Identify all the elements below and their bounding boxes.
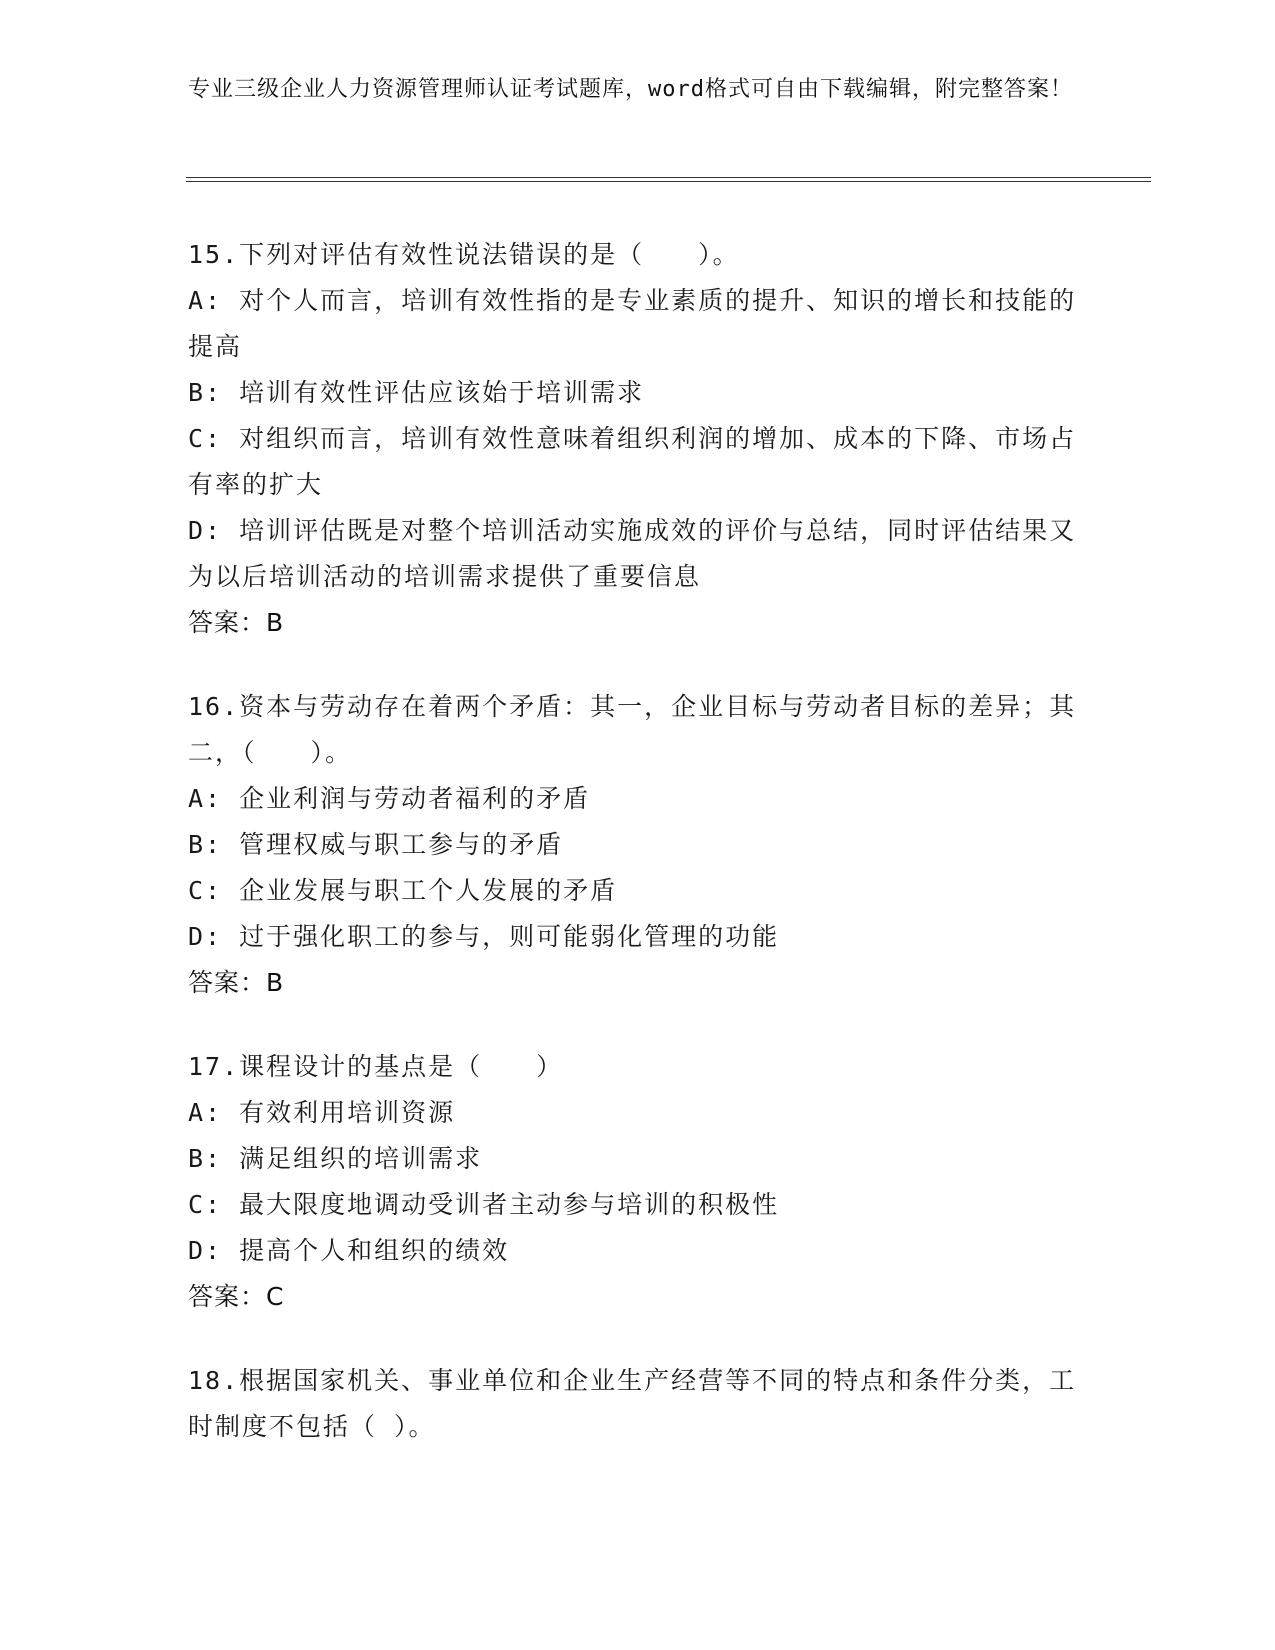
question-list [188, 232, 1088, 1488]
option-a: A: 有效利用培训资源 [188, 1098, 456, 1127]
question-stem: 17.课程设计的基点是（ ） [188, 1052, 564, 1081]
option-c: C: 对组织而言，培训有效性意味着组织利润的增加、成本的下降、市场占有率的扩大 [188, 424, 1077, 499]
answer-line: 答案：C [188, 1282, 285, 1311]
option-d: D: 培训评估既是对整个培训活动实施成效的评价与总结，同时评估结果又为以后培训活动的培训需求提供了重要信息 [188, 516, 1077, 591]
option-b: B: 管理权威与职工参与的矛盾 [188, 830, 564, 859]
question-item [188, 684, 1088, 1006]
question-item [188, 1044, 1088, 1320]
option-b: B: 满足组织的培训需求 [188, 1144, 483, 1173]
option-d: D: 提高个人和组织的绩效 [188, 1236, 510, 1265]
question-item [188, 232, 1088, 646]
option-a: A: 企业利润与劳动者福利的矛盾 [188, 784, 591, 813]
document-header: 专业三级企业人力资源管理师认证考试题库，word格式可自由下载编辑，附完整答案！ [188, 77, 1073, 102]
option-c: C: 企业发展与职工个人发展的矛盾 [188, 876, 618, 905]
question-stem: 16.资本与劳动存在着两个矛盾：其一，企业目标与劳动者目标的差异；其二，（ ）。 [188, 692, 1077, 767]
answer-line: 答案：B [188, 608, 285, 637]
option-d: D: 过于强化职工的参与，则可能弱化管理的功能 [188, 922, 780, 951]
question-item [188, 1358, 1088, 1450]
question-stem: 18.根据国家机关、事业单位和企业生产经营等不同的特点和条件分类，工时制度不包括（ ）。 [188, 1366, 1077, 1441]
answer-line: 答案：B [188, 968, 285, 997]
header-divider [186, 177, 1151, 182]
option-b: B: 培训有效性评估应该始于培训需求 [188, 378, 645, 407]
option-a: A: 对个人而言，培训有效性指的是专业素质的提升、知识的增长和技能的提高 [188, 286, 1077, 361]
question-stem: 15.下列对评估有效性说法错误的是（ ）。 [188, 240, 740, 269]
option-c: C: 最大限度地调动受训者主动参与培训的积极性 [188, 1190, 780, 1219]
